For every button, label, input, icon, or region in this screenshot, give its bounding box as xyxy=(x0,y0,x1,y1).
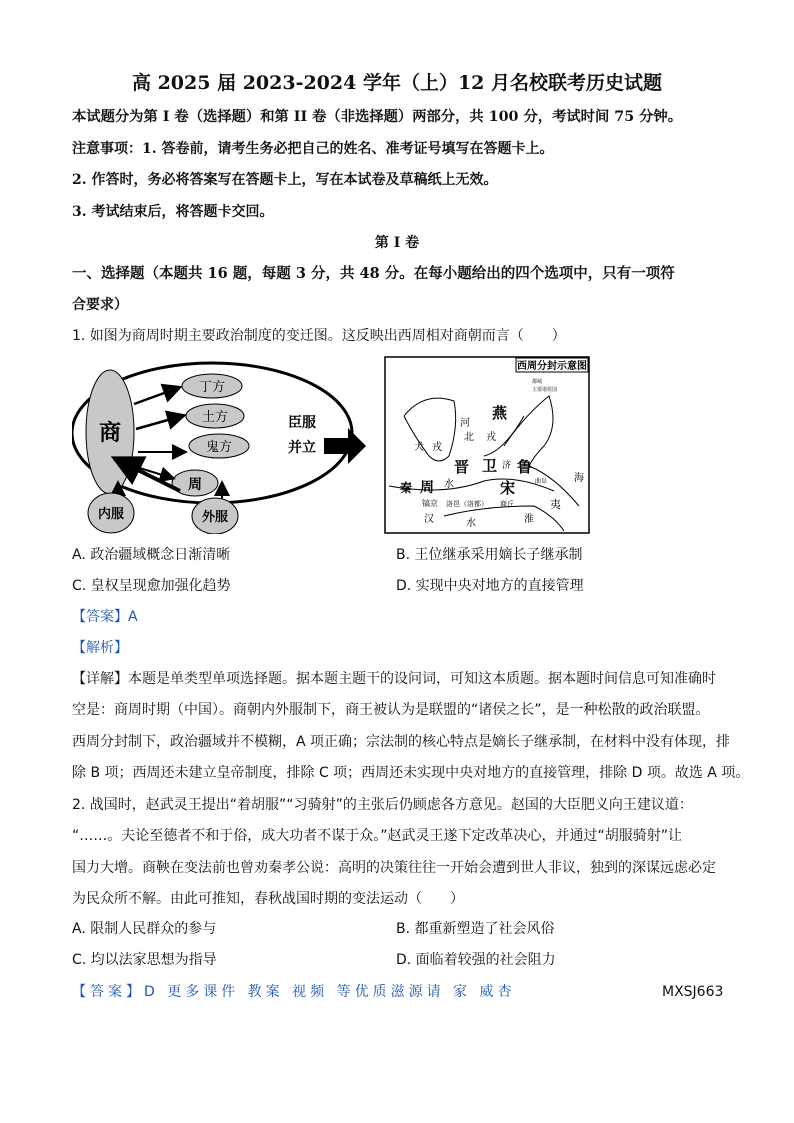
note-2: 2. 作答时，务必将答案写在答题卡上，写在本试卷及草稿纸上无效。 xyxy=(72,172,498,188)
legend-states: 主要诸侯国 xyxy=(532,387,558,393)
q2-answer: 【答案】D 更多课件 教案 视频 等优质滋源请 家 威杏 xyxy=(72,984,516,1000)
q1-option-a[interactable]: A. 政治疆域概念日渐清晰 xyxy=(72,547,231,563)
q2-option-c[interactable]: C. 均以法家思想为指导 xyxy=(72,952,217,968)
tufang-label: 土方 xyxy=(201,410,229,425)
q1-option-d[interactable]: D. 实现中央对地方的直接管理 xyxy=(396,578,584,594)
shang-zhou-diagram xyxy=(72,356,368,534)
q2-option-a[interactable]: A. 限制人民群众的参与 xyxy=(72,921,217,937)
map-label-quan: 犬 xyxy=(414,442,424,453)
map-label-hai: 海 xyxy=(574,473,584,484)
chenfu-label: 臣服 xyxy=(288,415,316,431)
volume-heading: 第 I 卷 xyxy=(374,235,420,251)
bingli-label: 并立 xyxy=(288,440,316,456)
map-label-ji: 济 xyxy=(502,461,512,471)
map-label-huai: 淮 xyxy=(524,514,534,525)
q2-stem-4: 为民众所不解。由此可推知，春秋战国时期的变法运动（ ） xyxy=(72,891,464,907)
map-label-haojing: 镐京 xyxy=(422,499,438,508)
waifu-label: 外服 xyxy=(201,510,229,525)
q2-option-b[interactable]: B. 都重新塑造了社会风俗 xyxy=(396,921,555,937)
map-label-he: 河 xyxy=(460,418,470,429)
page-title: 高 2025 届 2023-2024 学年（上）12 月名校联考历史试题 xyxy=(131,72,663,94)
map-label-lu: 鲁 xyxy=(517,458,533,476)
q1-detail-4: 除 B 项；西周还未建立皇帝制度，排除 C 项；西周还未实现中央对地方的直接管理，排除 D 项。故选 A 项。 xyxy=(72,765,750,781)
q1-detail-1: 【详解】本题是单类型单项选择题。据本题主题干的设问词，可知这本质题。据本题时间信息可知准确时 xyxy=(72,671,716,687)
note-1: 注意事项：1. 答卷前，请考生务必把自己的姓名、准考证号填写在答题卡上。 xyxy=(72,141,554,157)
q1-answer: 【答案】A xyxy=(72,609,138,625)
map-label-wei: 卫 xyxy=(482,457,498,475)
dingfang-label: 丁方 xyxy=(198,380,226,395)
intro-text: 本试题分为第 I 卷（选择题）和第 II 卷（非选择题）两部分，共 100 分，考试时间 75 分钟。 xyxy=(72,109,683,125)
watermark-code: MXSJ663 xyxy=(662,984,724,1000)
map-label-song: 宋 xyxy=(500,479,516,497)
shang-label: 商 xyxy=(98,420,122,446)
map-label-han: 汉 xyxy=(424,514,434,525)
q1-detail-3: 西周分封制下，政治疆域并不模糊，A 项正确；宗法制的核心特点是嫡长子继承制，在材料中没有体现，排 xyxy=(72,734,731,750)
map-label-bei: 北 xyxy=(464,432,474,443)
map-label-rong2: 戎 xyxy=(432,442,442,453)
q1-analysis-label: 【解析】 xyxy=(72,640,128,656)
map-label-qin: 秦 xyxy=(400,481,413,495)
legend-capital: 都城 xyxy=(532,379,543,385)
map-label-zhou: 周 xyxy=(420,480,434,496)
map-label-shui1: 水 xyxy=(444,479,454,490)
zhou-label: 周 xyxy=(188,477,202,493)
western-zhou-map xyxy=(384,356,590,534)
q1-option-b[interactable]: B. 王位继承采用嫡长子继承制 xyxy=(396,547,583,563)
q1-option-c[interactable]: C. 皇权呈现愈加强化趋势 xyxy=(72,578,231,594)
guifang-label: 鬼方 xyxy=(205,440,233,455)
q1-stem: 1. 如图为商周时期主要政治制度的变迁图。这反映出西周相对商朝而言（ ） xyxy=(72,328,566,344)
section-heading: 一、选择题（本题共 16 题，每题 3 分，共 48 分。在每小题给出的四个选项中，只有一项符 xyxy=(72,265,675,282)
map-label-yi: 夷 xyxy=(550,498,561,511)
q2-stem-2: “……。夫论至德者不和于俗，成大功者不谋于众。”赵武灵王遂下定改革决心，并通过“胡服骑射”让 xyxy=(72,828,683,844)
map-label-yan: 燕 xyxy=(492,404,508,422)
map-label-qufu: 曲阜 xyxy=(535,478,548,485)
q2-stem-3: 国力大增。商鞅在变法前也曾劝秦孝公说：高明的决策往往一开始会遭到世人非议，独到的深谋远虑必定 xyxy=(72,860,716,876)
map-label-rong: 戎 xyxy=(486,432,496,443)
section-heading-cont: 合要求） xyxy=(72,297,128,313)
q2-option-d[interactable]: D. 面临着较强的社会阻力 xyxy=(396,952,556,968)
map-label-luoyi: 洛邑（洛都） xyxy=(446,500,488,508)
note-3: 3. 考试结束后，将答题卡交回。 xyxy=(72,204,274,220)
map-label-shui2: 水 xyxy=(466,518,476,529)
map-label-jin: 晋 xyxy=(454,458,470,476)
q2-stem-1: 2. 战国时，赵武灵王提出“着胡服”“习骑射”的主张后仍顾虑各方意见。赵国的大臣肥义向王建议道： xyxy=(72,797,693,813)
q1-detail-2: 空是：商周时期（中国）。商朝内外服制下，商王被认为是联盟的“诸侯之长”，是一种松散的政治联盟。 xyxy=(72,702,710,718)
arrow-right-icon xyxy=(324,428,366,464)
neifu-label: 内服 xyxy=(97,507,125,522)
map-label-shangqiu: 商丘 xyxy=(500,500,514,508)
map-title: 西周分封示意图 xyxy=(517,361,587,372)
